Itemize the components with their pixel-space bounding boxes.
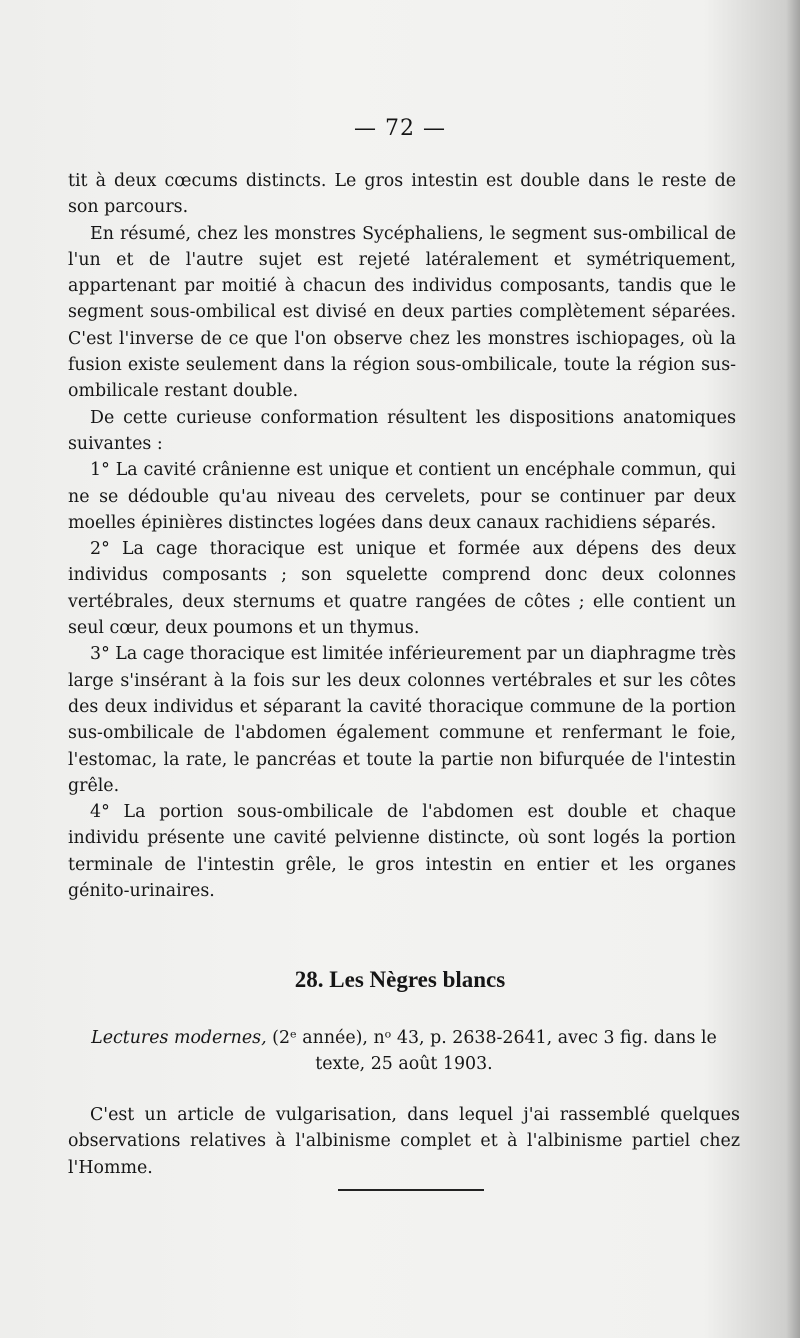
citation-details: (2ᵉ année), nᵒ 43, p. 2638-2641, avec 3 fig. dans le texte, 25 août 1903. bbox=[266, 1028, 717, 1075]
main-text bbox=[68, 168, 736, 904]
section-abstract bbox=[68, 1102, 740, 1181]
paragraph-summary: En résumé, chez les monstres Sycéphaliens, le segment sus-ombilical de l'un et de l'autre sujet est rejeté latéralement et symétriquement, appartenant par moitié à chacun des individus composants, tandis que le segment sous-ombilical est divisé en deux parties complètement séparées. C'est l'inverse de ce que l'on observe chez les monstres ischiopages, où la fusion existe seulement dans la région sous-ombilicale, toute la région sus-ombilicale restant double. bbox=[68, 223, 736, 402]
paragraph-point-4: 4° La portion sous-ombilicale de l'abdomen est double et chaque individu présente une cavité pelvienne distincte, où sont logés la portion terminale de l'intestin grêle, le gros intestin en entier et les organes génito-urinaires. bbox=[68, 802, 736, 902]
citation-source: Lectures modernes, bbox=[91, 1028, 267, 1048]
paragraph-point-3: 3° La cage thoracique est limitée inférieurement par un diaphragme très large s'insérant à la fois sur les deux colonnes vertébrales et sur les côtes des deux individus et séparant la cavité thoracique commune de la portion sus-ombilicale de l'abdomen également commune et renfermant le foie, l'estomac, la rate, le pancréas et toute la partie non bifurquée de l'intestin grêle. bbox=[68, 644, 736, 796]
closing-rule bbox=[338, 1189, 484, 1191]
section-heading: 28. Les Nègres blancs bbox=[294, 967, 506, 992]
paragraph-point-2: 2° La cage thoracique est unique et formée aux dépens des deux individus composants ; son squelette comprend donc deux colonnes vertébrales, deux sternums et quatre rangées de côtes ; elle contient un seul cœur, deux poumons et un thymus. bbox=[68, 539, 736, 639]
page-shadow-edge bbox=[786, 0, 800, 1338]
paragraph-point-1: 1° La cavité crânienne est unique et contient un encéphale commun, qui ne se dédouble qu'au niveau des cervelets, pour se continuer par deux moelles épinières distinctes logées dans deux canaux rachidiens séparés. bbox=[68, 460, 736, 533]
paragraph-dispositions: De cette curieuse conformation résultent les dispositions anatomiques suivantes : bbox=[68, 407, 736, 454]
abstract-paragraph: C'est un article de vulgarisation, dans lequel j'ai rassemblé quelques observations relatives à l'albinisme complet et à l'albinisme partiel chez l'Homme. bbox=[68, 1105, 740, 1178]
paragraph-continuation: tit à deux cœcums distincts. Le gros intestin est double dans le reste de son parcours. bbox=[68, 171, 736, 218]
page-number: — 72 — bbox=[354, 116, 446, 141]
citation bbox=[68, 1025, 740, 1078]
